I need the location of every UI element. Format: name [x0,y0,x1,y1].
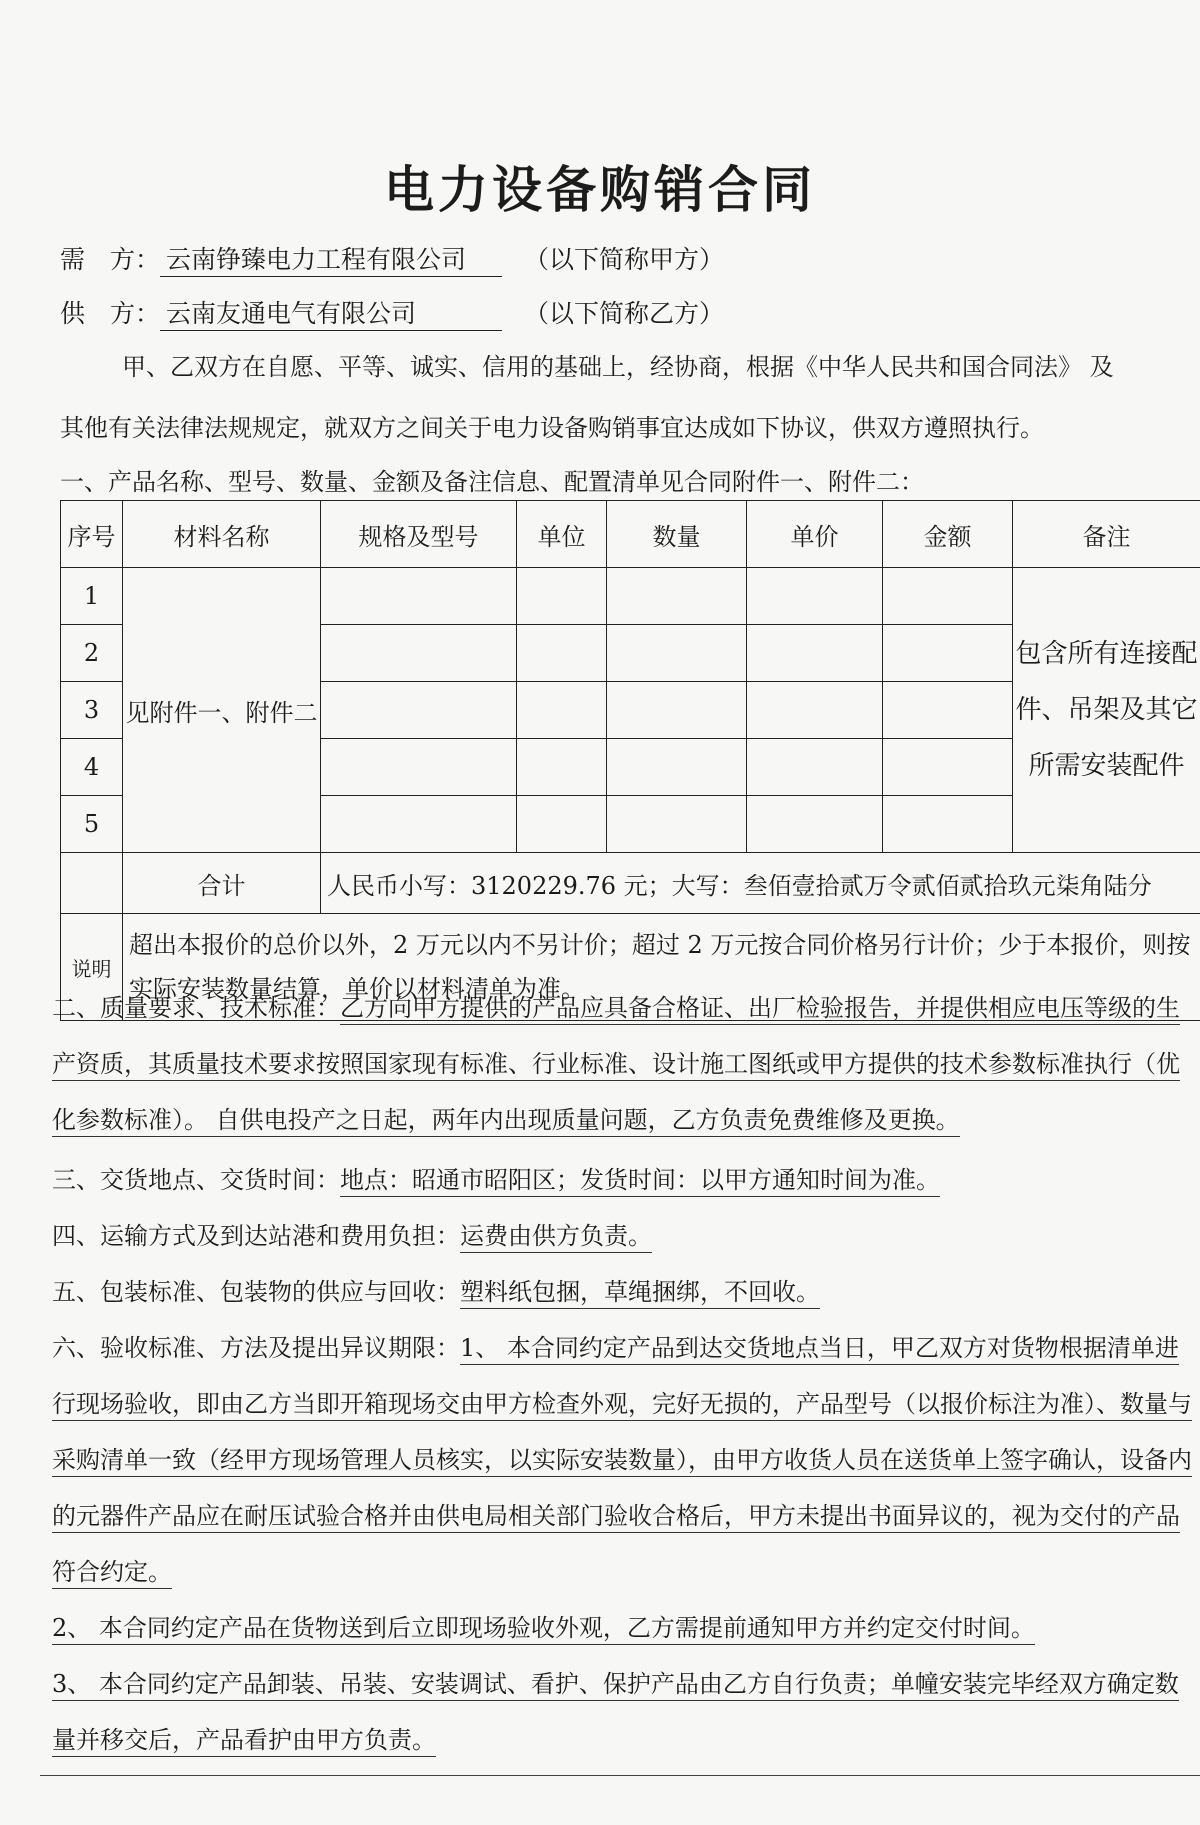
remark-cell: 包含所有连接配件、吊架及其它所需安装配件 [1013,568,1200,853]
row-number: 2 [61,625,123,682]
row-number: 1 [61,568,123,625]
section-3-text: 地点：昭通市昭阳区；发货时间：以甲方通知时间为准。 [340,1166,940,1197]
product-table [60,500,1200,1021]
section-6 [52,1320,1200,1600]
section-6-item-2: 2、 本合同约定产品在货物送到后立即现场验收外观，乙方需提前通知甲方并约定交付时间。 [52,1614,1035,1645]
seller-label: 供 方： [60,299,161,328]
intro-line-1: 甲、乙双方在自愿、平等、诚实、信用的基础上，经协商，根据《中华人民共和国合同法》 及 [122,353,1114,381]
row-number: 5 [61,796,123,853]
header-cell: 序号 [61,501,123,568]
buyer-note: （以下简称甲方） [523,245,724,274]
row-number: 4 [61,739,123,796]
section-5-label: 五、包装标准、包装物的供应与回收： [52,1278,460,1306]
section-6-item-1: 1、 本合同约定产品到达交货地点当日，甲乙双方对货物根据清单进行现场验收，即由乙方当即开箱现场交由甲方检查外观，完好无损的，产品型号（以报价标注为准）、数量与采购清单一致（经甲方现场管理人员核实，以实际安装数量），由甲方收货人员在送货单上签字确认，设备内的元器件产品应在耐压试验合格并由供电局相关部门验收合格后，甲方未提出书面异议的，视为交付的产品符合约定。 [52,1334,1192,1589]
table-row [61,568,1200,625]
section-1-heading: 一、产品名称、型号、数量、金额及备注信息、配置清单见合同附件一、附件二： [60,468,924,496]
seller-note: （以下简称乙方） [523,299,724,328]
header-cell: 数量 [607,501,747,568]
section-6-label: 六、验收标准、方法及提出异议期限： [52,1334,460,1362]
section-2-label: 二、质量要求、技术标准： [52,994,340,1022]
header-cell: 规格及型号 [321,501,517,568]
seller-name: 云南友通电气有限公司 [160,294,502,331]
section-6-item-3-block [52,1656,1200,1768]
section-5 [52,1264,1200,1320]
note-text: 超出本报价的总价以外，2 万元以内不另计价；超过 2 万元按合同价格另行计价；少于本报价，则按实际安装数量结算，单价以材料清单为准。 [123,914,1200,1021]
seller-line [60,294,724,331]
section-4-text: 运费由供方负责。 [460,1222,652,1253]
material-name-cell: 见附件一、附件二 [123,568,321,853]
buyer-label: 需 方： [60,245,161,274]
bottom-divider [40,1775,1200,1776]
table-header-row [61,501,1200,568]
header-cell: 单位 [517,501,607,568]
section-2 [52,980,1200,1148]
section-5-text: 塑料纸包捆，草绳捆绑，不回收。 [460,1278,820,1309]
intro-line-2: 其他有关法律法规规定，就双方之间关于电力设备购销事宜达成如下协议，供双方遵照执行。 [60,414,1044,442]
total-amount: 人民币小写：3120229.76 元；大写：叁佰壹拾贰万令贰佰贰拾玖元柒角陆分 [321,853,1200,914]
document-title: 电力设备购销合同 [384,160,816,219]
section-4-label: 四、运输方式及到达站港和费用负担： [52,1222,460,1250]
header-cell: 备注 [1013,501,1200,568]
section-3-label: 三、交货地点、交货时间： [52,1166,340,1194]
header-cell: 金额 [883,501,1013,568]
total-row [61,853,1200,914]
section-2-text: 乙方向甲方提供的产品应具备合格证、出厂检验报告，并提供相应电压等级的生产资质，其质量技术要求按照国家现有标准、行业标准、设计施工图纸或甲方提供的技术参数标准执行（优化参数标准）。 自供电投产之日起，两年内出现质量问题，乙方负责免费维修及更换。 [52,994,1180,1137]
section-3 [52,1152,1200,1208]
note-label: 说明 [61,914,123,1021]
header-cell: 单价 [747,501,883,568]
section-6-item-2-block [52,1600,1200,1656]
buyer-line [60,240,724,277]
buyer-name: 云南铮臻电力工程有限公司 [160,240,502,277]
section-6-item-3: 3、 本合同约定产品卸装、吊装、安装调试、看护、保护产品由乙方自行负责；单幢安装完毕经双方确定数量并移交后，产品看护由甲方负责。 [52,1670,1179,1757]
row-number: 3 [61,682,123,739]
header-cell: 材料名称 [123,501,321,568]
total-label: 合计 [123,853,321,914]
section-4 [52,1208,1200,1264]
